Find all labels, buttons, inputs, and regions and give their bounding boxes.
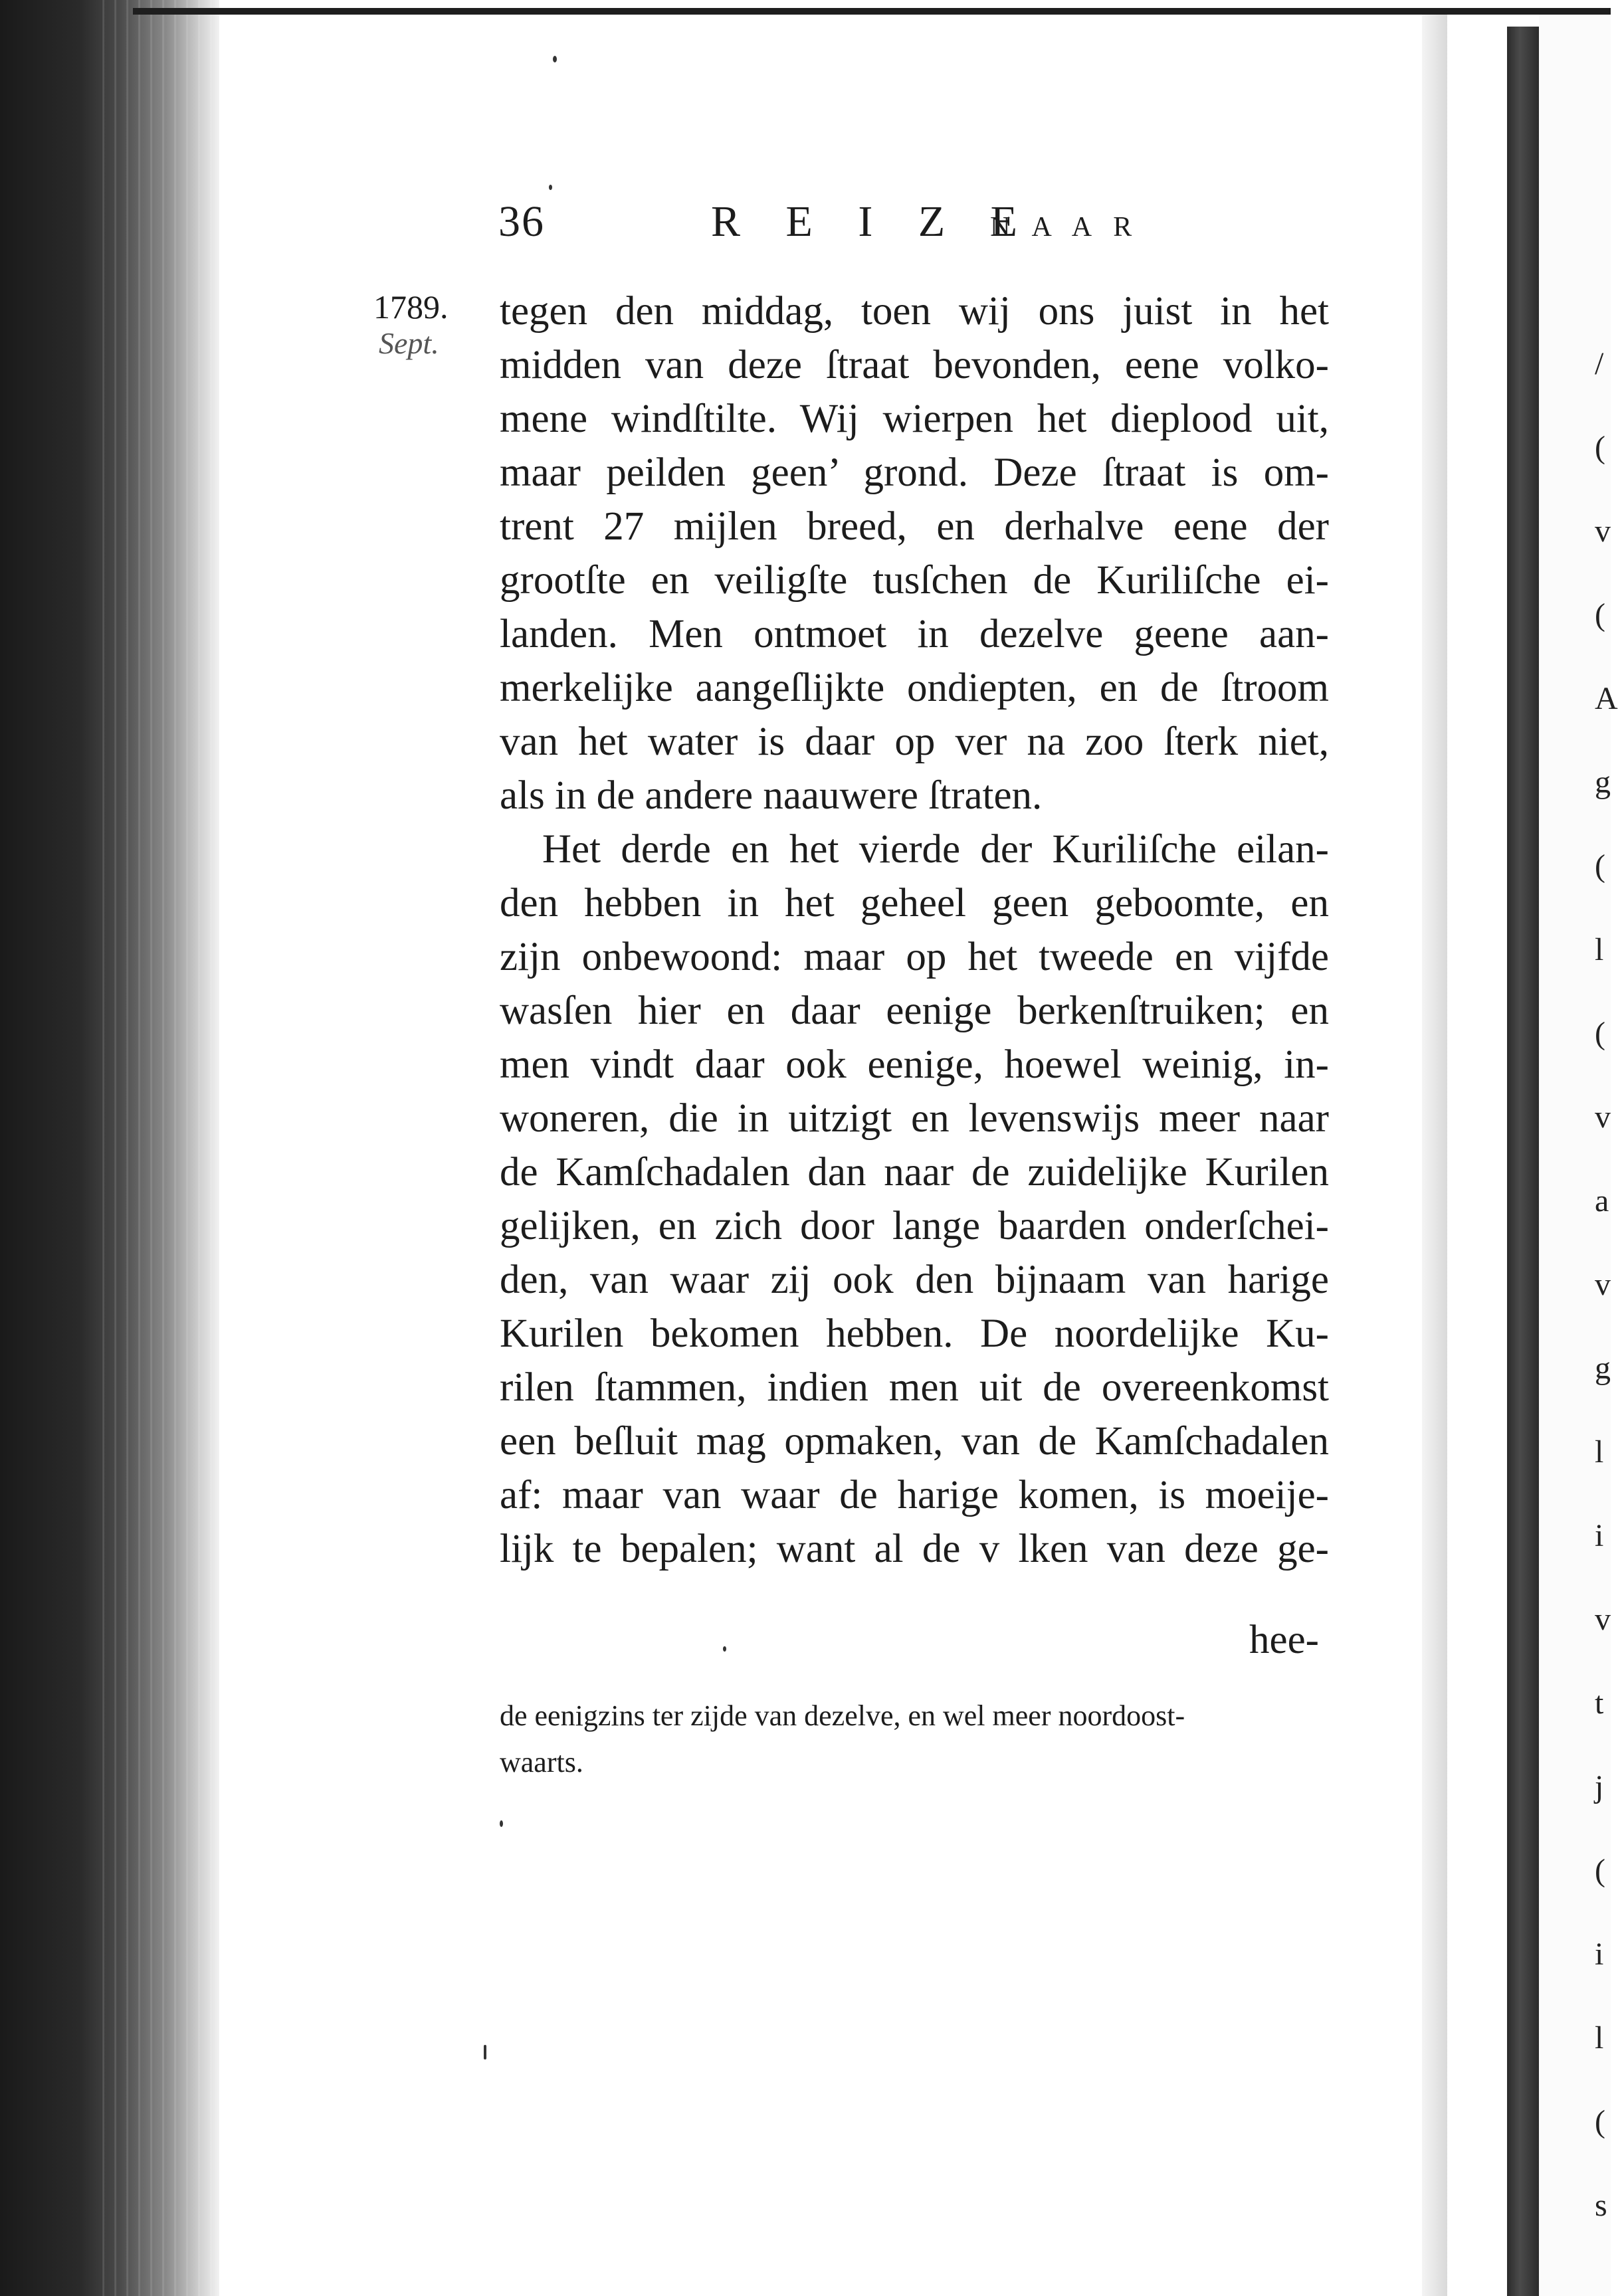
text-line: de Kamſchadalen dan naar de zuidelijke Kurilen (500, 1150, 1329, 1195)
running-title: R E I Z E (711, 197, 1035, 246)
margin-month: Sept. (379, 326, 439, 360)
body-text (500, 284, 1329, 1576)
edge-letter: ( (1595, 597, 1605, 632)
edge-letter: A (1595, 681, 1618, 716)
edge-letter: ( (1595, 1016, 1605, 1051)
text-line: mene windſtilte. Wij wierpen het dieplood uit, (500, 397, 1329, 441)
paper-speck (484, 2045, 486, 2059)
text-line: den, van waar zij ook den bijnaam van harige (500, 1258, 1329, 1302)
edge-letter: g (1595, 1351, 1611, 1386)
edge-letter: v (1595, 514, 1611, 549)
edge-letter: l (1595, 1434, 1604, 1470)
text-line: landen. Men ontmoet in dezelve geene aan- (500, 612, 1329, 656)
text-line: als in de andere naauwere ſtraten. (500, 773, 1043, 818)
page-fold-shadow (1422, 15, 1447, 2296)
margin-year: 1789. (373, 288, 449, 326)
text-line: den hebben in het geheel geen geboomte, en (500, 881, 1329, 925)
text-line: grootſte en veiligſte tusſchen de Kuriliſche ei- (500, 558, 1329, 603)
text-line: merkelijke aangeſlijkte ondiepten, en de ſtroom (500, 666, 1329, 710)
running-head (498, 197, 1329, 256)
text-line: zijn onbewoond: maar op het tweede en vijfde (500, 935, 1329, 979)
edge-letter: t (1595, 1685, 1604, 1721)
edge-letter: / (1595, 346, 1604, 381)
paper-speck (549, 185, 552, 190)
edge-letter: j (1595, 1769, 1604, 1804)
text-line: gelijken, en zich door lange baarden onderſchei- (500, 1204, 1329, 1248)
edge-letter: l (1595, 2020, 1604, 2056)
text-line: trent 27 mijlen breed, en derhalve eene der (500, 504, 1329, 549)
edge-letter: ( (1595, 848, 1605, 884)
edge-letter: g (1595, 765, 1611, 800)
edge-letter: a (1595, 1183, 1609, 1218)
text-line: Het derde en het vierde der Kuriliſche eilan- (542, 827, 1329, 872)
catchword: hee- (1249, 1618, 1319, 1662)
edge-letter: v (1595, 1267, 1611, 1302)
edge-letter: ( (1595, 430, 1605, 465)
text-line: tegen den middag, toen wij ons juist in het (500, 289, 1329, 334)
text-line: Kurilen bekomen hebben. De noordelijke Ku- (500, 1311, 1329, 1356)
edge-letter: v (1595, 1100, 1611, 1135)
text-line: af: maar van waar de harige komen, is moeije- (500, 1473, 1329, 1517)
text-line: een beſluit mag opmaken, van de Kamſchadalen (500, 1419, 1329, 1464)
footnote-line: de eenigzins ter zijde van dezelve, en wel meer noordoost- (500, 1699, 1185, 1732)
edge-letter: l (1595, 932, 1604, 967)
page-number: 36 (498, 197, 545, 246)
edge-letter: i (1595, 1937, 1604, 1972)
text-line: van het water is daar op ver na zoo ſterk niet, (500, 719, 1329, 764)
page-stack-lines (93, 0, 213, 2296)
margin-date-note (373, 287, 466, 360)
edge-letter: ( (1595, 1853, 1605, 1888)
running-title-small: N A A R (990, 212, 1140, 242)
footnote-line: waarts. (500, 1746, 583, 1778)
scan-top-border (133, 8, 1611, 15)
footnote (500, 1693, 1364, 1786)
edge-letter: ( (1595, 2104, 1605, 2139)
edge-letter: i (1595, 1518, 1604, 1553)
text-line: maar peilden geen’ grond. Deze ſtraat is om- (500, 450, 1329, 495)
book-gutter (1507, 27, 1539, 2296)
text-line: lijk te bepalen; want al de v lken van deze ge- (500, 1527, 1329, 1571)
paper-speck (723, 1646, 726, 1652)
text-line: woneren, die in uitzigt en levenswijs meer naar (500, 1096, 1329, 1141)
text-line: wasſen hier en daar eenige berkenſtruiken; en (500, 989, 1329, 1033)
text-line: rilen ſtammen, indien men uit de overeenkomst (500, 1365, 1329, 1410)
text-line: midden van deze ſtraat bevonden, eene volko- (500, 343, 1329, 387)
edge-letter: s (1595, 2188, 1607, 2223)
edge-letter: v (1595, 1602, 1611, 1637)
text-line: men vindt daar ook eenige, hoewel weinig, in- (500, 1042, 1329, 1087)
paper-speck (500, 1820, 503, 1827)
paper-speck (553, 56, 557, 62)
